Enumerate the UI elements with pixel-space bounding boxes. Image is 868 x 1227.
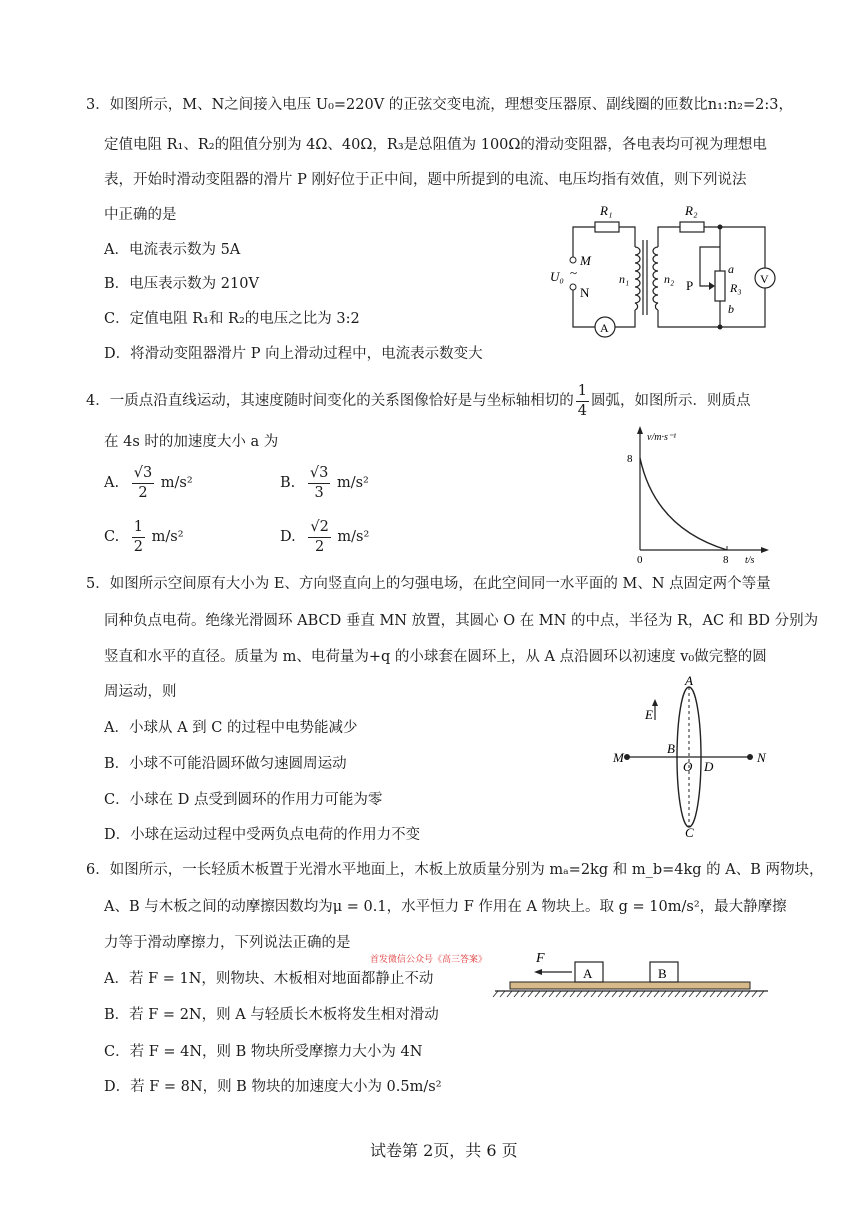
q4-option-c-frac	[132, 520, 145, 554]
ground-hatch-line	[598, 991, 603, 997]
ground-hatch-line	[605, 991, 610, 997]
q4-fraction	[576, 384, 589, 418]
q4-option-b	[280, 466, 369, 500]
label-p: P	[686, 278, 694, 293]
label-n: N	[757, 750, 766, 765]
q5-ring-diagram	[605, 675, 780, 840]
q5-option-d: D．小球在运动过程中受两负点电荷的作用力不变	[104, 827, 421, 843]
label-tilde: ~	[570, 265, 578, 280]
label-b: B	[667, 741, 675, 756]
label-a: A	[685, 675, 693, 688]
voltmeter-label: V	[760, 272, 769, 286]
q4-option-b-frac	[308, 466, 330, 500]
q5-option-b: B．小球不可能沿圆环做匀速圆周运动	[104, 756, 347, 772]
origin-label: 0	[637, 554, 643, 563]
q4-frac-num: 1	[576, 384, 589, 402]
x-tick-8: 8	[723, 554, 729, 563]
q4-option-a-den: 2	[138, 484, 148, 501]
q4-line-1-pre: 4．一质点沿直线运动，其速度随时间变化的关系图像恰好是与坐标轴相切的	[86, 393, 574, 409]
label-u0: U₀	[550, 269, 564, 284]
ground-hatch-line	[654, 991, 659, 997]
q6-line-2: A、B 与木板之间的动摩擦因数均为μ = 0.1，水平恒力 F 作用在 A 物块上。取 g = 10m/s²，最大静摩擦	[104, 899, 787, 915]
ground-hatch-line	[626, 991, 631, 997]
ylabel: v/m·s⁻¹	[647, 432, 677, 443]
q4-option-d-frac	[308, 520, 330, 554]
ground-hatch-line	[717, 991, 722, 997]
q3-circuit-diagram	[540, 195, 790, 345]
ground-hatch-line	[493, 991, 498, 997]
label-c: C	[685, 825, 694, 840]
q4-option-a-unit: m/s²	[160, 475, 193, 491]
q4-option-d-unit: m/s²	[337, 529, 370, 545]
label-r3: R₃	[730, 281, 742, 295]
ground-hatch-line	[528, 991, 533, 997]
block-b-label: B	[658, 966, 667, 981]
q4-line-1-post: 圆弧，如图所示．则质点	[590, 393, 751, 409]
q4-option-c-den: 2	[133, 538, 144, 555]
q3-option-a: A．电流表示数为 5A	[104, 242, 241, 258]
label-r1: R₁	[600, 203, 613, 218]
ground-hatch-line	[570, 991, 575, 997]
label-r2: R₂	[685, 203, 698, 218]
label-a: a	[728, 262, 734, 276]
watermark: 首发微信公众号《高三答案》	[370, 955, 488, 965]
ground-hatch-line	[577, 991, 582, 997]
ground-hatch-line	[535, 991, 540, 997]
label-d: D	[704, 759, 714, 774]
ammeter-label: A	[600, 321, 609, 335]
q4-option-d-label: D.	[280, 529, 296, 545]
ground-hatch-line	[612, 991, 617, 997]
q6-line-3: 力等于滑动摩擦力，下列说法正确的是	[104, 935, 351, 951]
q3-line-3: 表，开始时滑动变阻器的滑片 P 刚好位于正中间，题中所提到的电流、电压均指有效值，则下列说法	[104, 172, 747, 188]
ground-hatch-line	[542, 991, 547, 997]
ground-hatch-line	[759, 991, 764, 997]
ground-hatch-line	[591, 991, 596, 997]
ground-hatch-line	[696, 991, 701, 997]
q5-line-1: 5．如图所示空间原有大小为 E、方向竖直向上的匀强电场，在此空间同一水平面的 M、N 点固定两个等量	[86, 576, 771, 592]
q6-line-1: 6．如图所示，一长轻质木板置于光滑水平地面上，木板上放质量分别为 mₐ=2kg 和 m_b=4kg 的 A、B 两物块，	[86, 862, 824, 878]
page-footer: 试卷第 2页，共 6 页	[370, 1141, 518, 1160]
ground-hatch-line	[731, 991, 736, 997]
q3-option-c: C．定值电阻 R₁和 R₂的电压之比为 3:2	[104, 311, 360, 327]
ground-hatch-line	[668, 991, 673, 997]
label-o: O	[683, 759, 693, 774]
q3-option-b: B．电压表示数为 210V	[104, 276, 259, 292]
ground-hatch-line	[521, 991, 526, 997]
ground-hatch-line	[500, 991, 505, 997]
ground-hatch-line	[752, 991, 757, 997]
q4-option-b-unit: m/s²	[336, 475, 369, 491]
ground-hatch-line	[682, 991, 687, 997]
q4-option-c-unit: m/s²	[151, 529, 184, 545]
q4-option-d-num: √2	[308, 520, 330, 538]
q4-option-a-label: A.	[104, 475, 120, 491]
q3-line-2: 定值电阻 R₁、R₂的阻值分别为 4Ω、40Ω，R₃是总阻值为 100Ω的滑动变阻器，各电表均可视为理想电	[104, 137, 767, 153]
ground-hatch-line	[647, 991, 652, 997]
q4-option-b-num: √3	[308, 466, 330, 484]
q4-option-a	[104, 466, 193, 500]
ground-hatch-line	[563, 991, 568, 997]
label-n: N	[580, 285, 590, 300]
ground-hatch-line	[549, 991, 554, 997]
label-m: M	[613, 750, 624, 765]
q3-option-d: D．将滑动变阻器滑片 P 向上滑动过程中，电流表示数变大	[104, 346, 483, 362]
q5-line-2: 同种负点电荷。绝缘光滑圆环 ABCD 垂直 MN 放置，其圆心 O 在 MN 的中点，半径为 R，AC 和 BD 分别为	[104, 613, 819, 629]
q4-option-c-num: 1	[132, 520, 145, 538]
ground-hatch-line	[619, 991, 624, 997]
q4-line-1	[86, 384, 750, 418]
q4-option-c	[104, 520, 184, 554]
q5-line-4: 周运动，则	[104, 684, 177, 700]
q6-option-b: B．若 F = 2N，则 A 与轻质长木板将发生相对滑动	[104, 1007, 439, 1023]
block-a-label: A	[583, 966, 593, 981]
ground-hatch-line	[633, 991, 638, 997]
label-n2: n₂	[664, 272, 675, 286]
ground-hatch-line	[738, 991, 743, 997]
q6-blocks-diagram	[490, 945, 775, 1000]
q4-option-d	[280, 520, 369, 554]
q4-line-2: 在 4s 时的加速度大小 a 为	[104, 434, 279, 450]
ground-hatch-line	[724, 991, 729, 997]
label-f: F	[536, 951, 545, 966]
q6-option-a: A．若 F = 1N，则物块、木板相对地面都静止不动	[104, 971, 434, 987]
q4-frac-den: 4	[577, 402, 587, 419]
ground-hatch-line	[745, 991, 750, 997]
q5-line-3: 竖直和水平的直径。质量为 m、电荷量为+q 的小球套在圆环上，从 A 点沿圆环以初速度 v₀做完整的圆	[104, 649, 767, 665]
q3-line-1: 3．如图所示，M、N之间接入电压 U₀=220V 的正弦交变电流，理想变压器原、副线圈的匝数比n₁:n₂=2:3，	[86, 97, 793, 113]
ground-hatch-line	[689, 991, 694, 997]
ground-hatch-line	[556, 991, 561, 997]
ground-hatch-line	[675, 991, 680, 997]
q4-option-d-den: 2	[314, 538, 325, 555]
q5-option-a: A．小球从 A 到 C 的过程中电势能减少	[104, 720, 358, 736]
label-b: b	[728, 302, 734, 316]
q6-option-d: D．若 F = 8N，则 B 物块的加速度大小为 0.5m/s²	[104, 1079, 442, 1095]
q4-option-c-label: C.	[104, 529, 120, 545]
ground-hatch-line	[507, 991, 512, 997]
ground-hatch-line	[710, 991, 715, 997]
q4-option-b-den: 3	[314, 484, 324, 501]
ground-hatch-line	[661, 991, 666, 997]
y-tick-8: 8	[627, 453, 633, 465]
q6-option-c: C．若 F = 4N，则 B 物块所受摩擦力大小为 4N	[104, 1044, 423, 1060]
q3-line-4: 中正确的是	[104, 207, 177, 223]
q4-option-a-num: √3	[132, 466, 154, 484]
ground-hatch-line	[703, 991, 708, 997]
ground-hatch-line	[640, 991, 645, 997]
label-n1: n₁	[619, 272, 630, 286]
ground-hatch-line	[584, 991, 589, 997]
q4-velocity-graph	[615, 418, 775, 563]
q4-option-a-frac	[132, 466, 154, 500]
ground-hatch-line	[514, 991, 519, 997]
xlabel: t/s	[745, 555, 755, 563]
q4-option-b-label: B.	[280, 475, 296, 491]
q5-option-c: C．小球在 D 点受到圆环的作用力可能为零	[104, 792, 383, 808]
label-e: E	[645, 707, 653, 722]
label-m: M	[580, 253, 591, 268]
